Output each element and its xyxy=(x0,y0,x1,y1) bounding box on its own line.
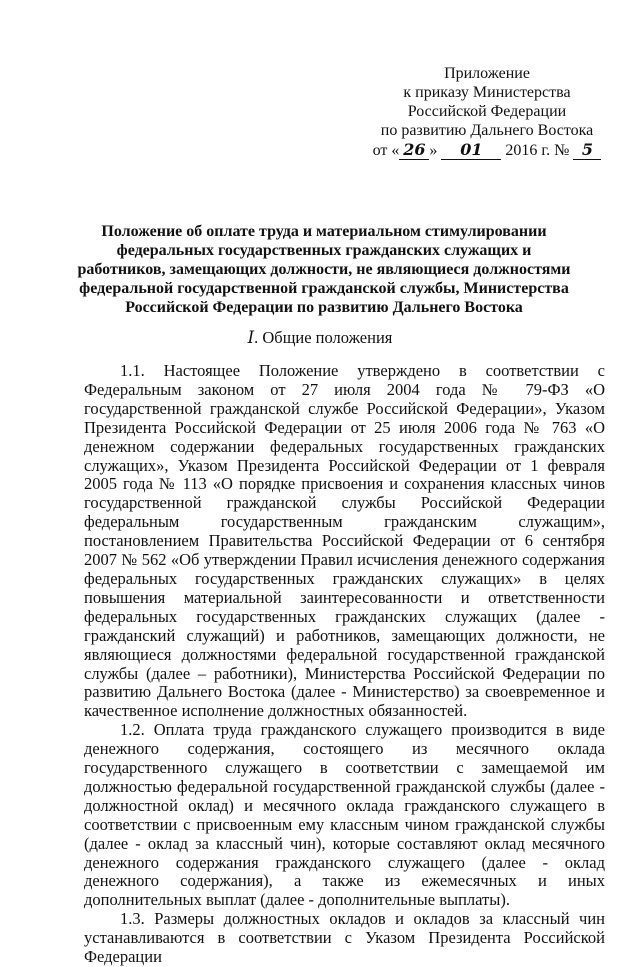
order-date-line xyxy=(368,140,606,160)
appendix-line: Российской Федерации xyxy=(407,103,567,120)
section-title: . Общие положения xyxy=(254,328,393,347)
date-prefix: от « xyxy=(372,142,400,159)
date-mid: » xyxy=(429,142,438,159)
appendix-line: по развитию Дальнего Востока xyxy=(380,122,594,139)
paragraph-1-3: 1.3. Размеры должностных окладов и окладов за классный чин устанавливаются в соответствии с Указом Президента Российской Федерации xyxy=(84,909,605,967)
handwritten-month: 01 xyxy=(441,140,501,160)
section-number: I xyxy=(247,328,255,347)
appendix-line: к приказу Министерства xyxy=(403,84,571,101)
appendix-block xyxy=(368,64,606,160)
appendix-line: Приложение xyxy=(444,65,530,82)
paragraph-1-2: 1.2. Оплата труда гражданского служащего производится в виде денежного содержания, состоящего из месячного оклада государственного служащего в соответствии с замещаемой им должностью федеральной государственной гражданской службы (далее - должностной оклад) и месячного оклада гражданского служащего в соответствии с присвоенным ему классным чином гражданской службы (далее - оклад за классный чин), которые составляют оклад месячного денежного содержания гражданского служащего (далее - оклад денежного содержания), а также из ежемесячных и иных дополнительных выплат (далее - дополнительные выплаты). xyxy=(84,720,605,910)
document-body xyxy=(84,362,605,967)
section-heading xyxy=(0,328,640,348)
handwritten-day: 26 xyxy=(399,140,429,160)
document-title: Положение об оплате труда и материальном стимулировании федеральных государственных гражданских служащих и работников, замещающих должности, не являющиеся должностями федеральной государственной гражданской службы, Министерства Российской Федерации по развитию Дальнего Востока xyxy=(77,223,571,316)
paragraph-1-1: 1.1. Настоящее Положение утверждено в соответствии с Федеральным законом от 27 июля 2004 года № 79-ФЗ «О государственной гражданской службе Российской Федерации», Указом Президента Российской Федерации от 25 июля 2006 года № 763 «О денежном содержании федеральных государственных гражданских служащих», Указом Президента Российской Федерации от 1 февраля 2005 года № 113 «О порядке присвоения и сохранения классных чинов государственной гражданской службы Российской Федерации федеральным государственным гражданским служащим», постановлением Правительства Российской Федерации от 6 сентября 2007 № 562 «Об утверждении Правил исчисления денежного содержания федеральных государственных гражданских служащих» в целях повышения материальной заинтересованности и ответственности федеральных государственных гражданских служащих (далее - гражданский служащий) и работников, замещающих должности, не являющиеся должностями федеральной государственной гражданской службы (далее – работники), Министерства Российской Федерации по развитию Дальнего Востока (далее - Министерство) за своевременное и качественное исполнение должностных обязанностей. xyxy=(84,361,605,721)
date-year: 2016 г. № xyxy=(505,142,570,159)
handwritten-order-number: 5 xyxy=(573,140,601,160)
